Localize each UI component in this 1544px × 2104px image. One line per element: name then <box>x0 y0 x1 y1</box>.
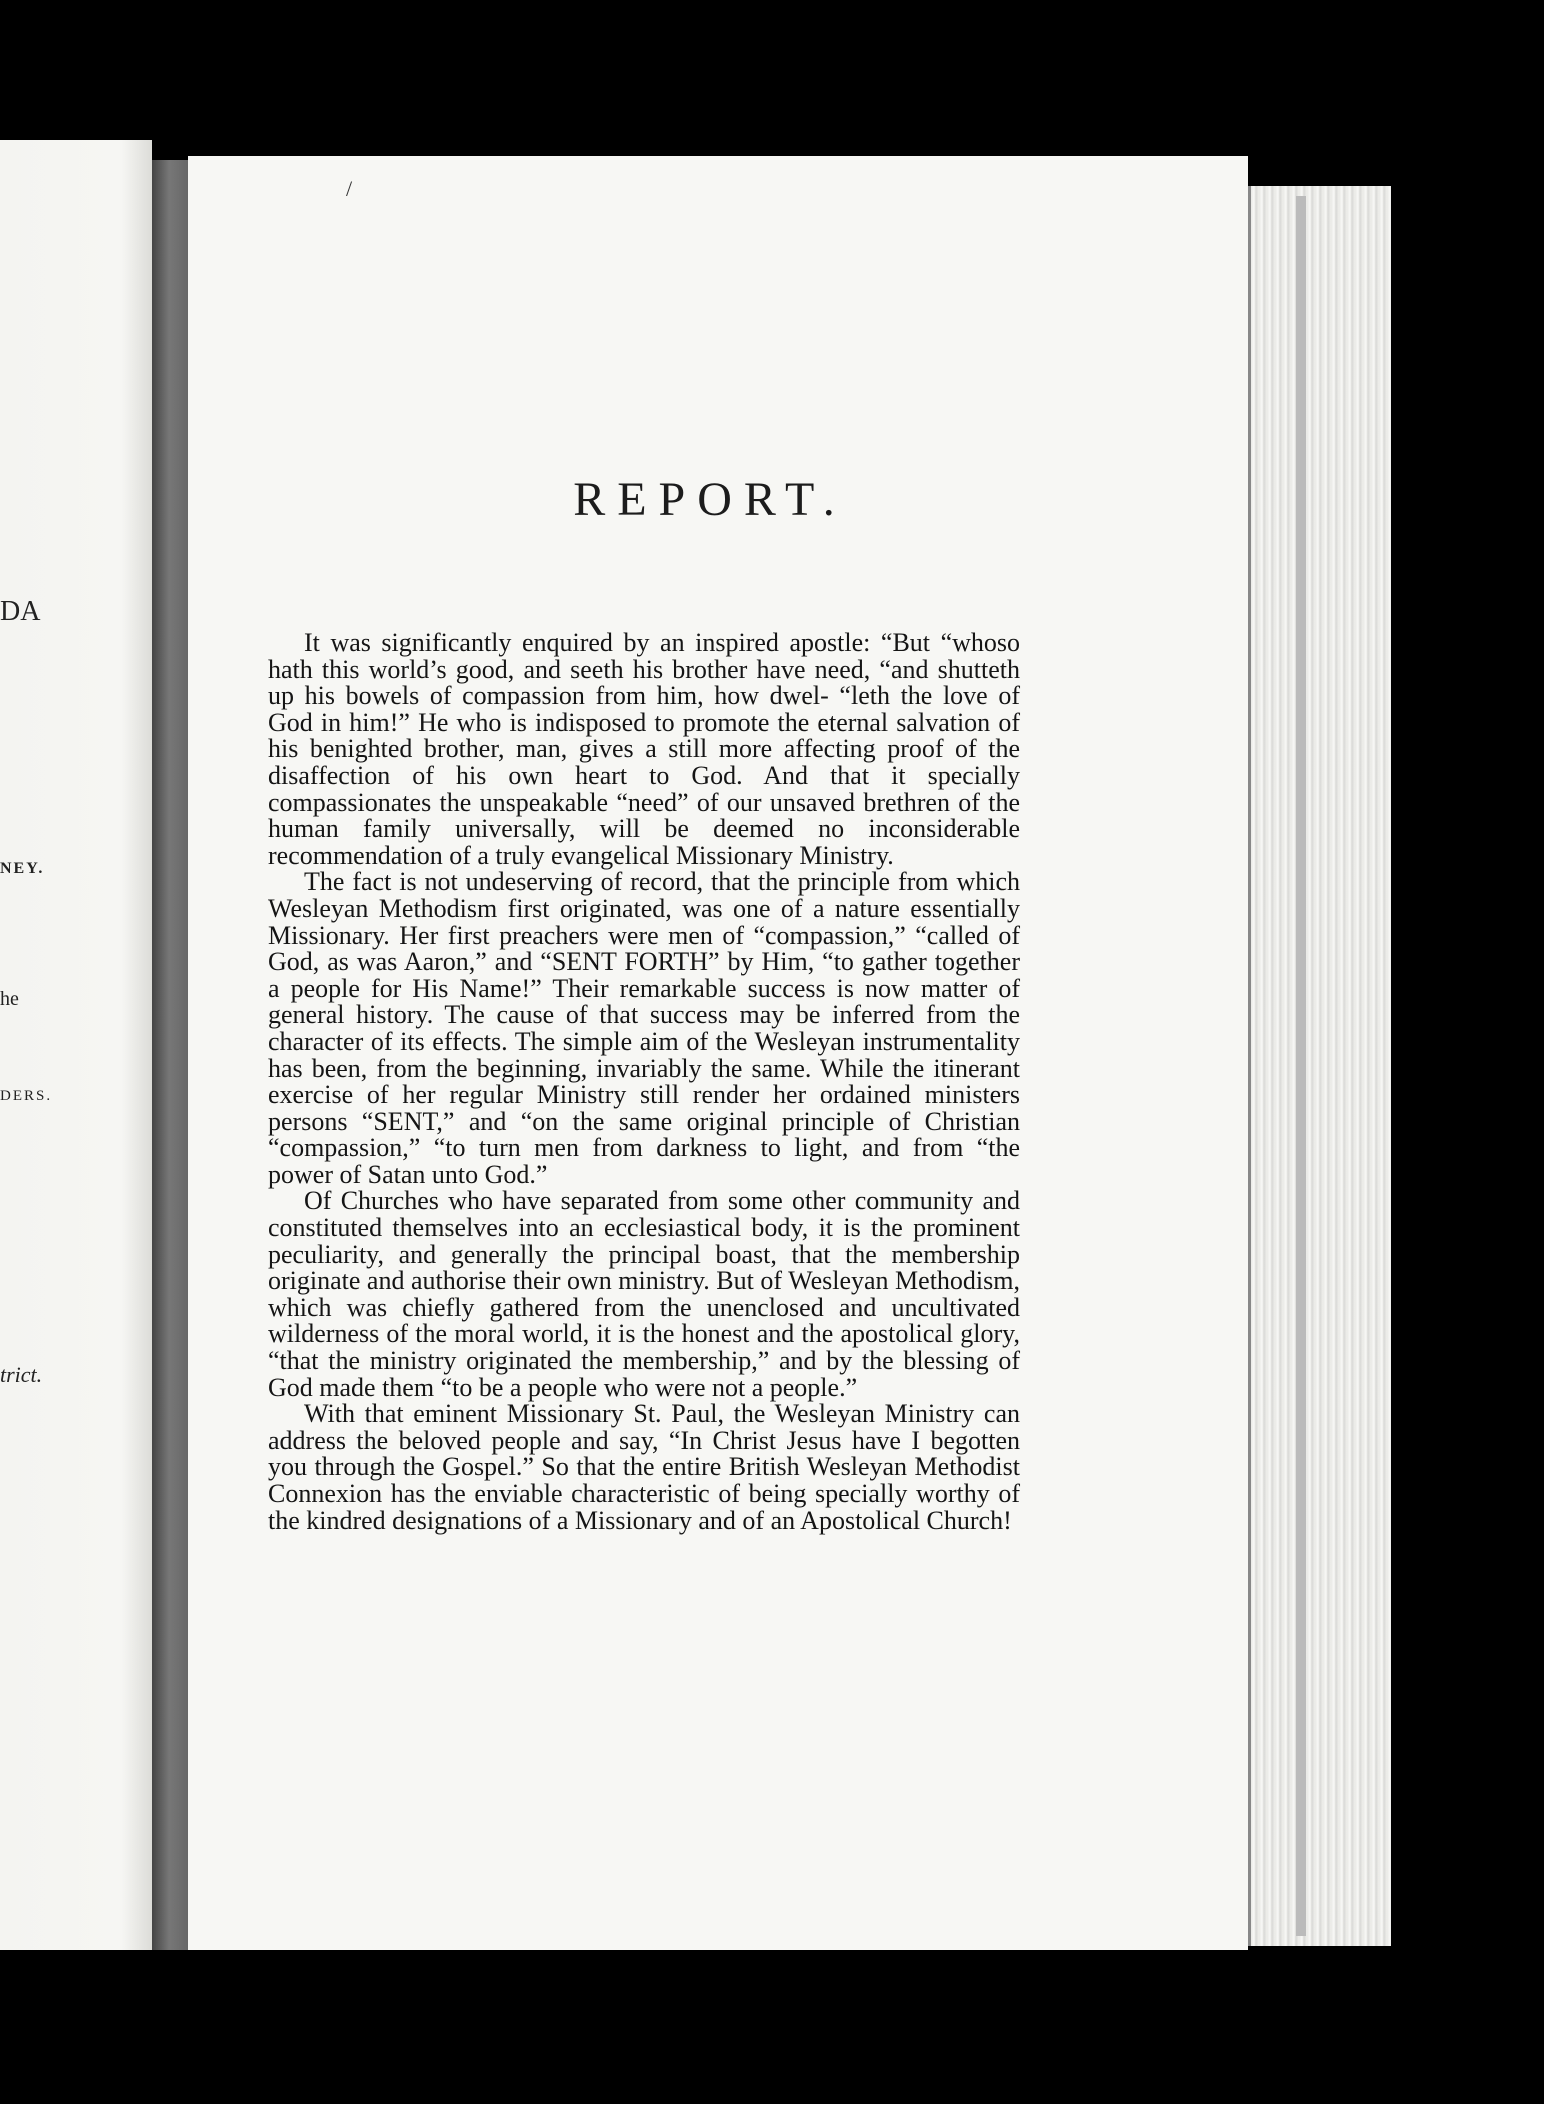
page-edge-shadow <box>1296 196 1306 1936</box>
left-fragment-1: DA <box>0 596 41 627</box>
ink-mark: / <box>346 176 353 201</box>
left-page <box>0 140 152 1950</box>
paragraph-4: With that eminent Missionary St. Paul, the Wesleyan Ministry can address the beloved people and say, “In Christ Jesus have I begotten you through the Gospel.” So that the entire British Wesleyan Methodist Connexion has the enviable characteristic of being specially worthy of the kindred designations of a Missionary and of an Apostolical Church! <box>268 1399 1020 1535</box>
left-fragment-2: NEY. <box>0 860 45 877</box>
left-fragment-4: DERS. <box>0 1088 53 1104</box>
paragraph-2: The fact is not undeserving of record, that the principle from which Wesleyan Methodism first originated, was one of a nature essentially Missionary. Her first preachers were men of “compassion,” “called of God, as was Aaron,” and “SENT FORTH” by Him, “to gather together a people for His Name!” Their remarkable success is now matter of general history. The cause of that success may be inferred from the character of its effects. The simple aim of the Wesleyan instrumentality has been, from the beginning, invariably the same. While the itinerant exercise of her regular Ministry still render her ordained ministers persons “SENT,” and “on the same original principle of Christian “compassion,” “to turn men from darkness to light, and from “the power of Satan unto God.” <box>268 867 1020 1189</box>
left-fragment-5: trict. <box>0 1362 43 1387</box>
paragraph-3: Of Churches who have separated from some other community and constituted themselves into an ecclesiastical body, it is the prominent peculiarity, and generally the principal boast, that the membership originate and authorise their own ministry. But of Wesleyan Methodism, which was chiefly gathered from the unenclosed and uncultivated wilderness of the moral world, it is the honest and the apostolical glory, “that the ministry originated the membership,” and by the blessing of God made them “to be a people who were not a people.” <box>268 1186 1020 1402</box>
scan-border <box>0 1950 1544 2104</box>
page-heading: REPORT. <box>573 473 847 526</box>
page-edges <box>1248 186 1391 1946</box>
left-fragment-3: he <box>0 988 19 1010</box>
book-gutter <box>152 160 190 1950</box>
report-body <box>268 630 1020 1534</box>
paragraph-1: It was significantly enquired by an inspired apostle: “But “whoso hath this world’s good, and seeth his brother have need, “and shutteth up his bowels of compassion from him, how dwel- “leth the love of God in him!” He who is indisposed to promote the eternal salvation of his benighted brother, man, gives a still more affecting proof of the disaffection of his own heart to God. And that it specially compassionates the unspeakable “need” of our unsaved brethren of the human family universally, will be deemed no inconsiderable recommendation of a truly evangelical Missionary Ministry. <box>268 628 1020 870</box>
